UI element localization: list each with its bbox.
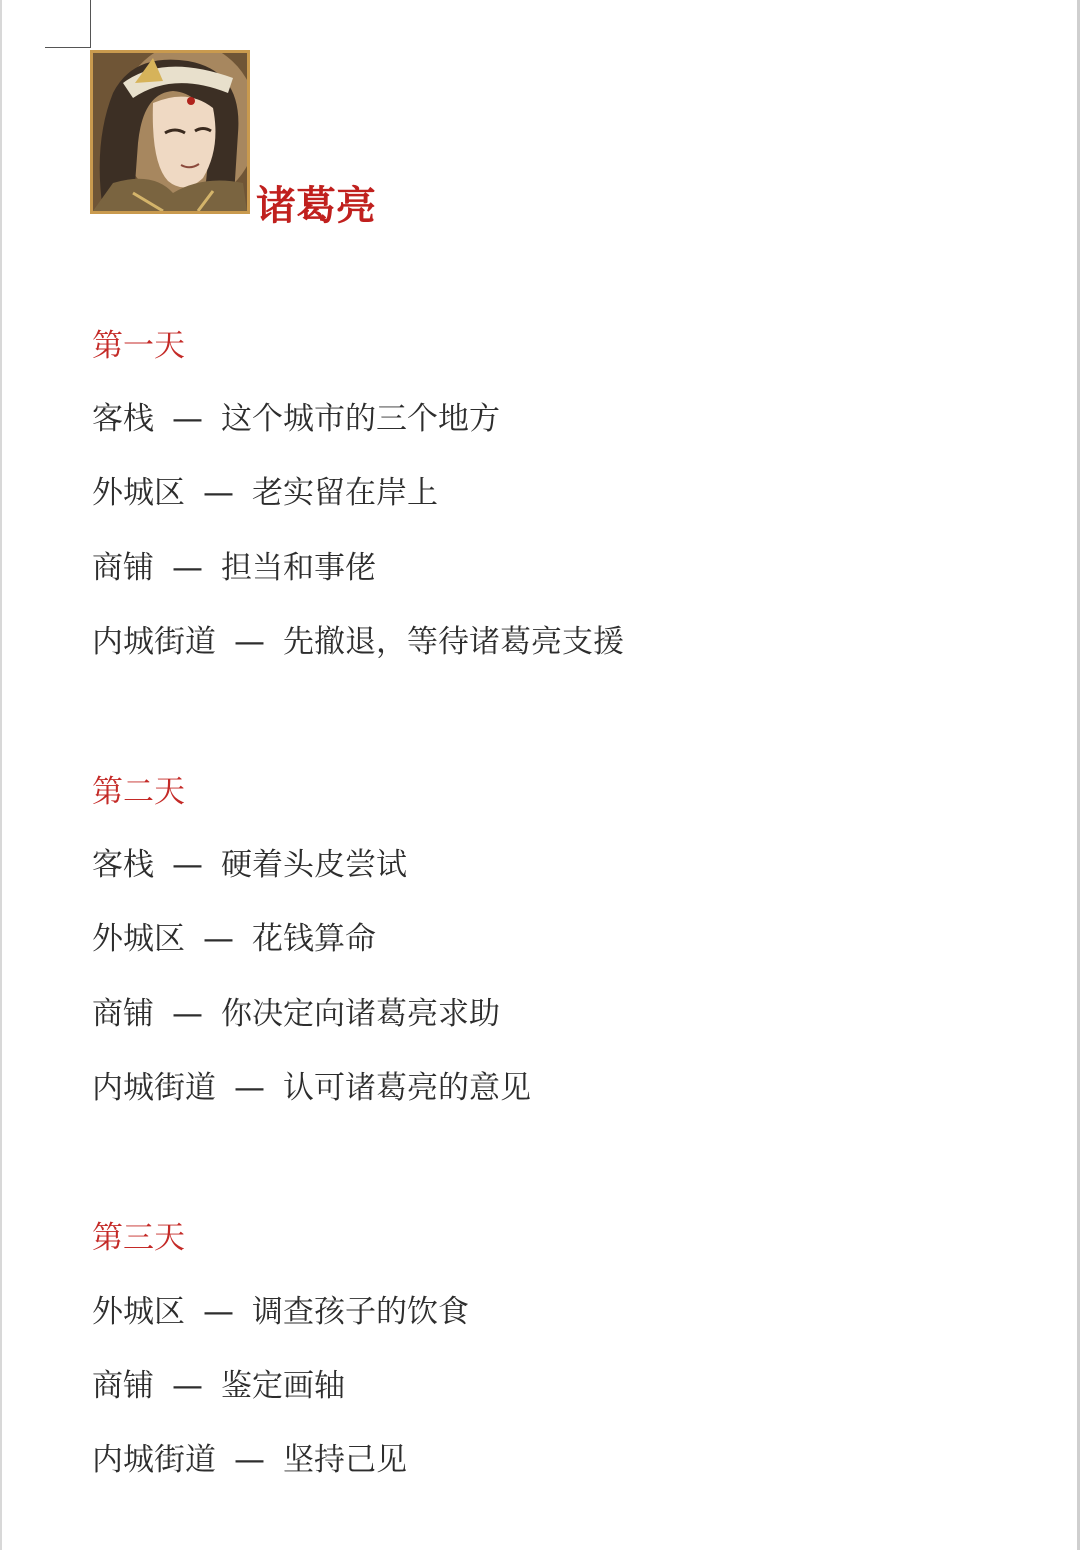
day-3-entry-2 <box>92 1364 345 1408</box>
entry-location: 外城区 <box>92 1294 185 1330</box>
day-2-entry-2 <box>92 917 376 961</box>
day-1-entry-3 <box>92 546 376 590</box>
day-2-entry-3 <box>92 992 500 1036</box>
entry-separator: — <box>172 550 203 586</box>
character-portrait <box>90 50 250 214</box>
entry-location: 客栈 <box>92 401 154 437</box>
entry-location: 商铺 <box>92 550 154 586</box>
page-left-edge <box>0 0 2 1550</box>
entry-choice: 担当和事佬 <box>221 550 376 586</box>
entry-location: 外城区 <box>92 921 185 957</box>
hero-name-heading: 诸葛亮 <box>256 183 376 229</box>
day-1-entry-4 <box>92 620 624 664</box>
day-3-entry-3 <box>92 1438 407 1482</box>
entry-location: 外城区 <box>92 475 185 511</box>
day-3-entry-1 <box>92 1290 469 1334</box>
day-1-entry-2 <box>92 471 438 515</box>
entry-separator: — <box>172 996 203 1032</box>
entry-separator: — <box>172 847 203 883</box>
entry-choice: 认可诸葛亮的意见 <box>283 1070 531 1106</box>
entry-separator: — <box>203 921 234 957</box>
day-1-entry-1 <box>92 397 500 441</box>
entry-separator: — <box>172 1368 203 1404</box>
entry-choice: 调查孩子的饮食 <box>252 1294 469 1330</box>
page-corner-marker <box>45 0 91 48</box>
day-2-entry-4 <box>92 1066 531 1110</box>
entry-choice: 老实留在岸上 <box>252 475 438 511</box>
day-2-entry-1 <box>92 843 407 887</box>
entry-location: 商铺 <box>92 1368 154 1404</box>
entry-location: 内城街道 <box>92 1070 216 1106</box>
entry-choice: 坚持己见 <box>283 1442 407 1478</box>
entry-separator: — <box>203 1294 234 1330</box>
entry-separator: — <box>234 1070 265 1106</box>
day-3-heading: 第三天 <box>92 1220 185 1256</box>
entry-choice: 你决定向诸葛亮求助 <box>221 996 500 1032</box>
entry-location: 客栈 <box>92 847 154 883</box>
entry-choice: 先撤退，等待诸葛亮支援 <box>283 624 624 660</box>
entry-separator: — <box>172 401 203 437</box>
entry-choice: 硬着头皮尝试 <box>221 847 407 883</box>
entry-location: 内城街道 <box>92 1442 216 1478</box>
entry-choice: 鉴定画轴 <box>221 1368 345 1404</box>
day-2-heading: 第二天 <box>92 774 185 810</box>
entry-separator: — <box>234 624 265 660</box>
entry-location: 商铺 <box>92 996 154 1032</box>
entry-choice: 这个城市的三个地方 <box>221 401 500 437</box>
entry-separator: — <box>234 1442 265 1478</box>
entry-location: 内城街道 <box>92 624 216 660</box>
entry-separator: — <box>203 475 234 511</box>
entry-choice: 花钱算命 <box>252 921 376 957</box>
day-1-heading: 第一天 <box>92 328 185 364</box>
